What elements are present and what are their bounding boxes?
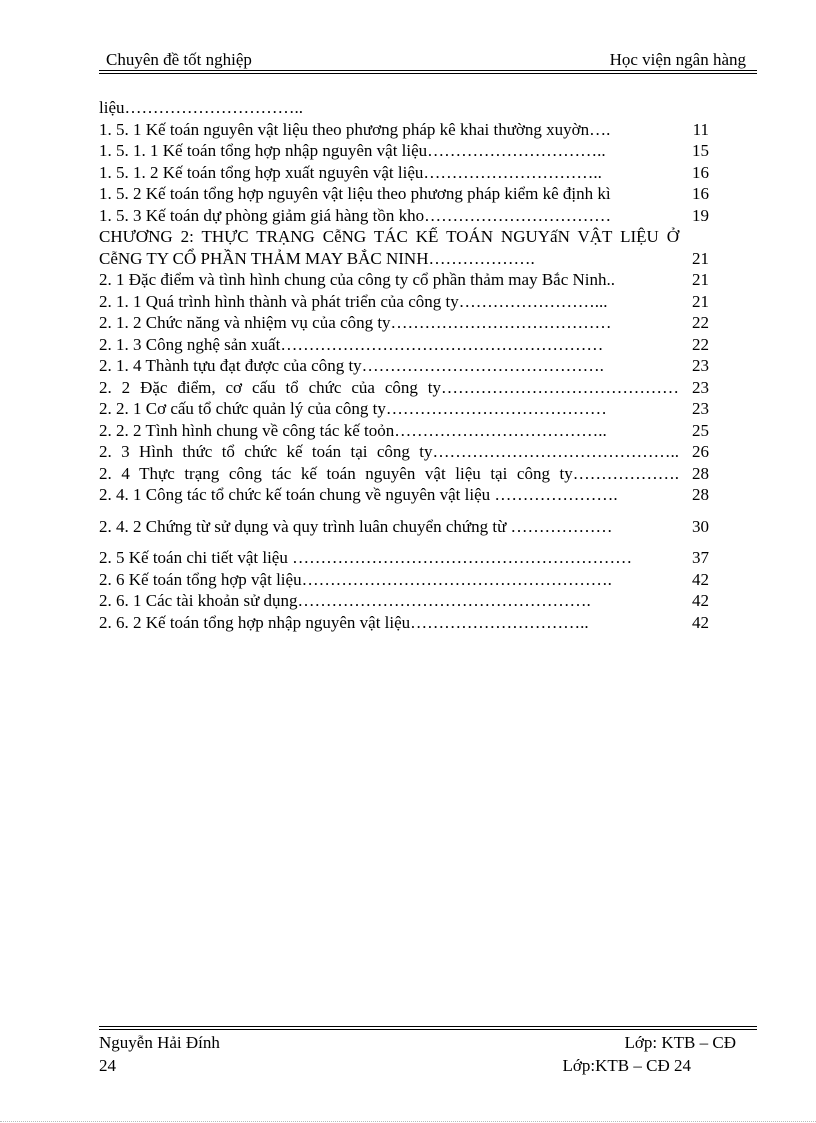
toc-entry-page: 23	[692, 377, 709, 397]
toc-entry-page: 11	[692, 119, 709, 139]
toc-entry-title: 2. 1 Đặc điểm và tình hình chung của công ty cổ phần thảm may Bắc Ninh..	[99, 270, 616, 289]
toc-entry-page: 21	[692, 291, 709, 311]
header-rule-top	[99, 70, 757, 71]
toc-entry-page: 21	[692, 248, 709, 268]
table-of-contents	[99, 97, 709, 633]
header-title-right: Học viện ngân hàng	[609, 50, 746, 69]
toc-entry-title: 2. 1. 1 Quá trình hình thành và phát triển của công ty……………………...	[99, 291, 608, 311]
toc-entry-page: 15	[692, 141, 709, 160]
toc-entry-page: 16	[692, 184, 709, 203]
footer-author: Nguyễn Hải Đính	[99, 1033, 220, 1052]
toc-entry-page: 30	[692, 516, 709, 536]
toc-entry-title: 2. 6 Kế toán tổng hợp vật liệu……………………………………………….	[99, 569, 612, 589]
toc-entry[interactable]	[99, 547, 709, 569]
toc-entry[interactable]	[99, 516, 709, 538]
header-title-left: Chuyên đề tốt nghiệp	[106, 50, 252, 69]
toc-entry[interactable]	[99, 312, 709, 334]
toc-entry-title: 2. 4. 1 Công tác tổ chức kế toán chung về nguyên vật liệu ………………….	[99, 485, 618, 504]
toc-entry[interactable]	[99, 334, 709, 356]
toc-entry[interactable]	[99, 162, 709, 184]
toc-entry-page: 28	[692, 463, 709, 483]
toc-entry-page: 22	[692, 313, 709, 332]
toc-entry-title: 1. 5. 3 Kế toán dự phòng giảm giá hàng tồn kho……………………………	[99, 205, 612, 225]
toc-entry-page: 42	[692, 569, 709, 589]
footer-class-page: Lớp:KTB – CĐ 24	[562, 1056, 691, 1075]
toc-entry-title: 1. 5. 1 Kế toán nguyên vật liệu theo phương pháp kê khai thường xuyờn….	[99, 119, 611, 139]
toc-entry-page: 26	[692, 442, 709, 461]
toc-entry-title: 2. 1. 2 Chức năng và nhiệm vụ của công ty…………………………………	[99, 313, 612, 332]
toc-entry-title: 1. 5. 1. 1 Kế toán tổng hợp nhập nguyên vật liệu…………………………..	[99, 141, 606, 160]
toc-entry[interactable]	[99, 377, 709, 399]
toc-entry-page: 25	[692, 420, 709, 440]
toc-entry[interactable]	[99, 355, 709, 377]
toc-entry-title: CHƯƠNG 2: THỰC TRẠNG CễNG TÁC KẾ TOÁN NGUYấN VẬT LIỆU Ở CễNG TY CỔ PHẦN THẢM MAY BẮC NINH……………….	[99, 227, 679, 268]
toc-entry[interactable]	[99, 612, 709, 634]
toc-entry-title: 2. 6. 1 Các tài khoản sử dụng…………………………………………….	[99, 591, 591, 611]
toc-entry-title: 2. 2. 2 Tình hình chung về công tác kế toỏn………………………………..	[99, 420, 607, 440]
footer-rule-top	[99, 1026, 757, 1027]
toc-entry-page: 37	[692, 548, 709, 568]
toc-entry[interactable]	[99, 463, 709, 485]
toc-entry-page: 22	[692, 334, 709, 354]
toc-entry-title: 2. 5 Kế toán chi tiết vật liệu ……………………………………………………	[99, 548, 633, 568]
toc-entry-page: 28	[692, 485, 709, 504]
footer-class: Lớp: KTB – CĐ	[624, 1033, 736, 1052]
toc-entry[interactable]	[99, 590, 709, 612]
footer-page-number: 24	[99, 1056, 116, 1075]
toc-entry-title: 2. 6. 2 Kế toán tổng hợp nhập nguyên vật liệu…………………………..	[99, 612, 589, 632]
toc-entry-title: 2. 4 Thực trạng công tác kế toán nguyên vật liệu tại công ty……………….	[99, 463, 679, 483]
toc-entry-title: 2. 1. 3 Công nghệ sản xuất…………………………………………………	[99, 334, 604, 354]
toc-entry[interactable]	[99, 441, 709, 463]
toc-entry[interactable]	[99, 205, 709, 227]
toc-entry-page: 19	[692, 205, 709, 225]
toc-entry[interactable]	[99, 183, 709, 205]
toc-entry[interactable]	[99, 226, 709, 269]
toc-entry-page: 23	[692, 356, 709, 375]
toc-entry[interactable]	[99, 119, 709, 141]
toc-entry-title: 2. 2 Đặc điểm, cơ cấu tổ chức của công ty……………………………………	[99, 377, 679, 397]
toc-entry-title: 2. 3 Hình thức tổ chức kế toán tại công ty……………………………………..	[99, 442, 679, 461]
toc-entry-title: 2. 2. 1 Cơ cấu tổ chức quản lý của công ty…………………………………	[99, 399, 607, 418]
toc-entry-page: 16	[692, 162, 709, 182]
toc-entry[interactable]	[99, 140, 709, 162]
toc-entry[interactable]	[99, 569, 709, 591]
header-rule-bottom	[99, 73, 757, 74]
toc-entry-page: 21	[692, 270, 709, 289]
toc-entry-title: liệu…………………………..	[99, 98, 303, 117]
toc-entry[interactable]	[99, 97, 709, 119]
toc-entry-page: 42	[692, 591, 709, 611]
toc-entry[interactable]	[99, 484, 709, 506]
footer-rule-bottom	[99, 1029, 757, 1030]
toc-entry-title: 1. 5. 2 Kế toán tổng hợp nguyên vật liệu theo phương pháp kiểm kê định kì	[99, 184, 611, 203]
toc-entry-page: 23	[692, 399, 709, 418]
toc-entry-title: 2. 1. 4 Thành tựu đạt được của công ty…………………………………….	[99, 356, 604, 375]
toc-entry[interactable]	[99, 420, 709, 442]
page-bottom-divider	[0, 1121, 816, 1122]
toc-entry[interactable]	[99, 398, 709, 420]
toc-entry-title: 2. 4. 2 Chứng từ sử dụng và quy trình luân chuyển chứng từ ………………	[99, 516, 613, 536]
toc-entry-title: 1. 5. 1. 2 Kế toán tổng hợp xuất nguyên vật liệu…………………………..	[99, 162, 602, 182]
toc-entry[interactable]	[99, 291, 709, 313]
toc-entry-page: 42	[692, 612, 709, 632]
toc-entry[interactable]	[99, 269, 709, 291]
